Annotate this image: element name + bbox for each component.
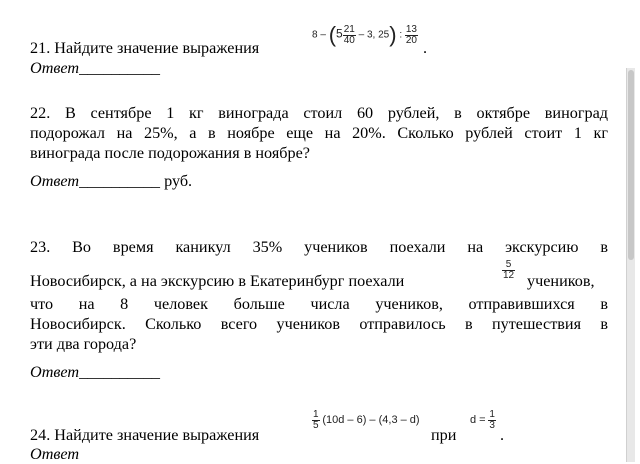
q22-line-2: подорожал на 25%, а в ноябре еще на 20%. Сколько рублей стоит 1 кг xyxy=(30,124,608,142)
q22-answer-blank[interactable]: __________ xyxy=(79,172,161,190)
q24-var: d = xyxy=(470,414,486,427)
q22-answer-label: Ответ xyxy=(30,172,80,190)
q24-expr-body: (10d – 6) – (4,3 – d) xyxy=(322,414,420,427)
q21-text: 21. Найдите значение выражения xyxy=(30,39,260,57)
q23-line-2a: Новосибирск, а на экскурсию в Екатеринбург поехали xyxy=(30,272,405,290)
q21-open-paren: ( xyxy=(328,22,337,47)
q23-fraction-numerator: 5 xyxy=(502,260,515,271)
q23-answer-blank[interactable]: __________ xyxy=(79,363,161,381)
q23-line-3: что на 8 человек больше числа учеников, отправившихся в xyxy=(30,295,608,313)
q21-expression xyxy=(312,24,418,46)
q21-expr-lead: 8 – xyxy=(312,29,326,41)
scrollbar-thumb[interactable] xyxy=(628,70,634,260)
q21-divisor-fraction: $\frac{13}{20}$ xyxy=(405,23,417,46)
q23-line-2b: учеников, xyxy=(527,272,595,290)
q21-close-paren: ) xyxy=(389,22,397,47)
q24-coef-fraction: $\frac{1}{5}$ xyxy=(313,409,319,431)
q21-answer-label: Ответ xyxy=(30,59,80,77)
q23-answer-label: Ответ xyxy=(30,363,80,381)
q22-line-3: винограда после подорожания в ноябре? xyxy=(30,144,310,162)
vertical-scrollbar[interactable] xyxy=(626,68,635,462)
q21-answer xyxy=(30,58,160,78)
q23-answer xyxy=(30,362,160,382)
q21-mixed-fraction: $\frac{21}{40}$ xyxy=(343,23,355,46)
q21-answer-blank[interactable]: __________ xyxy=(79,59,161,77)
q22-line-1: 22. В сентябре 1 кг винограда стоил 60 рублей, в октябре виноград xyxy=(30,104,608,122)
q23-line-1: 23. Во время каникул 35% учеников поехали на экскурсию в xyxy=(30,238,608,256)
q24-value xyxy=(470,410,496,431)
q24-text: 24. Найдите значение выражения xyxy=(30,426,260,444)
q23-fraction-denominator: 12 xyxy=(503,270,515,281)
q23-line-4: Новосибирск. Сколько всего учеников отправилось в путешествия в xyxy=(30,315,608,333)
q24-answer-label: Ответ xyxy=(30,445,80,463)
q21-expr-whole: 5 xyxy=(336,26,343,41)
q21-expr-colon: : xyxy=(399,29,403,41)
q24-at: при xyxy=(431,426,457,444)
q23-fraction xyxy=(502,260,515,281)
q21-expr-end: . xyxy=(423,39,428,57)
q22-answer xyxy=(30,171,192,191)
q23-line-5: эти два города? xyxy=(30,335,137,353)
q21-expr-rest: – 3, 25 xyxy=(358,29,390,41)
q22-answer-unit: руб. xyxy=(164,172,193,190)
q24-value-fraction: $\frac{1}{3}$ xyxy=(489,409,495,431)
q24-answer xyxy=(30,444,79,464)
q24-end: . xyxy=(500,426,505,444)
q24-expression xyxy=(312,410,420,431)
